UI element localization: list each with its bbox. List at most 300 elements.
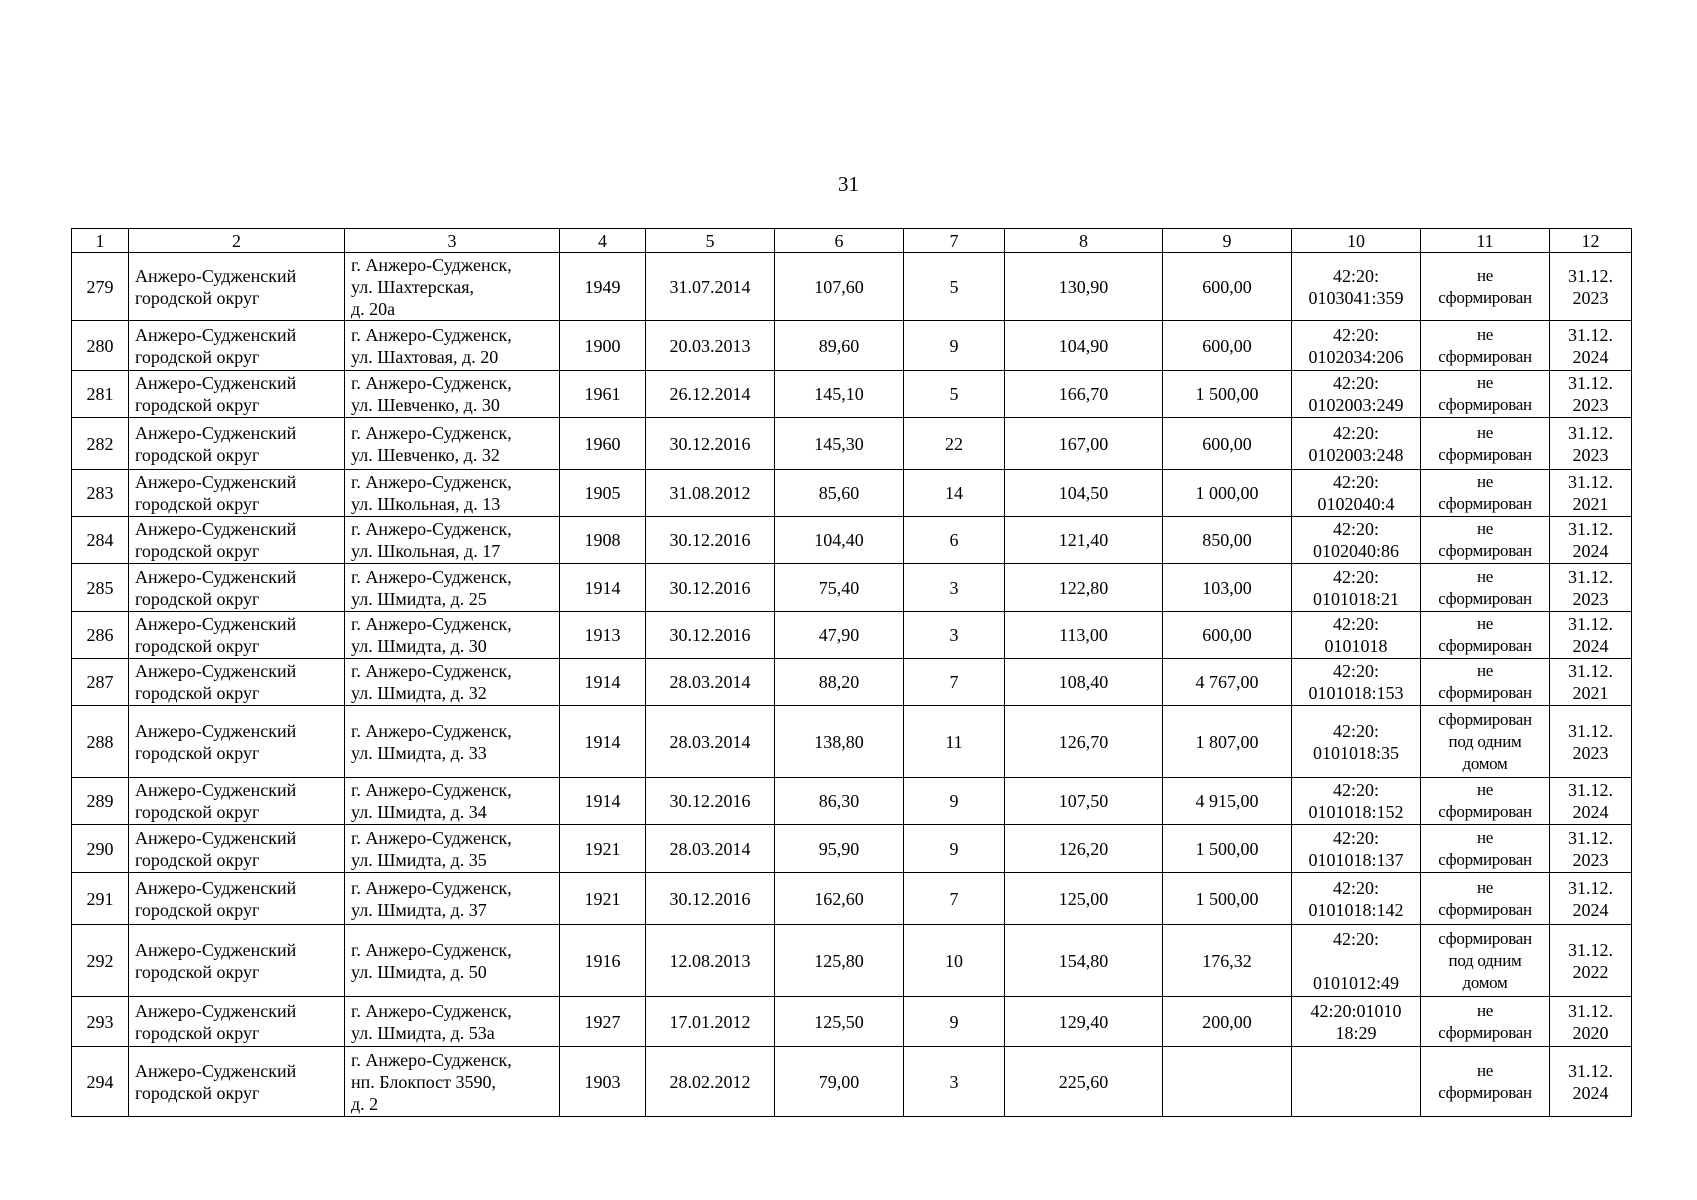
deadline-cell [1550, 321, 1632, 371]
cadastral-number-cell-line: 0103041:359 [1308, 287, 1404, 308]
column-header-3: 3 [345, 229, 560, 253]
row-number-cell: 292 [72, 925, 129, 997]
address-cell-line: д. 2 [351, 1093, 379, 1114]
municipality-cell-line: Анжеро-Судженский [135, 827, 297, 848]
cadastral-number-cell-line: 0101018:142 [1308, 899, 1404, 920]
address-cell-line: г. Анжеро-Судженск, [351, 472, 512, 492]
row-number-cell: 294 [72, 1047, 129, 1117]
municipality-cell [129, 706, 345, 778]
date-cell: 12.08.2013 [646, 925, 775, 997]
land-status-cell-line: не [1476, 422, 1494, 442]
column-header-1: 1 [72, 229, 129, 253]
deadline-cell [1550, 659, 1632, 706]
date-cell: 30.12.2016 [646, 517, 775, 564]
municipality-cell [129, 371, 345, 418]
year-built-cell: 1927 [560, 997, 646, 1047]
date-cell: 17.01.2012 [646, 997, 775, 1047]
address-cell-line: г. Анжеро-Судженск, [351, 877, 512, 898]
housing-registry-table [71, 228, 1632, 1117]
date-cell: 31.08.2012 [646, 470, 775, 517]
municipality-cell-line: Анжеро-Судженский [135, 519, 297, 539]
total-area-cell: 126,20 [1005, 825, 1163, 873]
address-cell [345, 873, 560, 925]
address-cell [345, 825, 560, 873]
row-number-cell: 281 [72, 371, 129, 418]
cadastral-number-cell-line: 0101018:152 [1308, 802, 1404, 822]
deadline-cell-line: 31.12. [1568, 472, 1613, 492]
land-status-cell [1421, 321, 1550, 371]
municipality-cell-line: городской округ [135, 541, 260, 561]
column-header-4: 4 [560, 229, 646, 253]
land-status-cell-line: сформирован [1438, 928, 1532, 948]
residents-cell: 9 [904, 321, 1005, 371]
cadastral-number-cell-line: 42:20: [1332, 422, 1379, 443]
deadline-cell-line: 2023 [1572, 588, 1609, 609]
year-built-cell: 1914 [560, 659, 646, 706]
land-status-cell-line: сформирован [1438, 1082, 1532, 1102]
municipality-cell-line: городской округ [135, 683, 260, 703]
municipality-cell-line: городской округ [135, 899, 260, 920]
address-cell [345, 371, 560, 418]
land-status-cell-line: не [1476, 265, 1494, 285]
municipality-cell [129, 612, 345, 659]
total-area-cell: 225,60 [1005, 1047, 1163, 1117]
municipality-cell-line: городской округ [135, 588, 260, 609]
total-area-cell: 122,80 [1005, 564, 1163, 612]
land-status-cell [1421, 997, 1550, 1047]
land-status-cell [1421, 925, 1550, 997]
land-area-cell: 600,00 [1163, 612, 1292, 659]
total-area-cell: 130,90 [1005, 253, 1163, 321]
total-area-cell: 154,80 [1005, 925, 1163, 997]
address-cell-line: г. Анжеро-Судженск, [351, 373, 512, 393]
municipality-cell [129, 517, 345, 564]
total-area-cell: 104,50 [1005, 470, 1163, 517]
residents-cell: 5 [904, 253, 1005, 321]
deadline-cell-line: 2023 [1572, 849, 1609, 870]
area-cell: 145,10 [775, 371, 904, 418]
area-cell: 47,90 [775, 612, 904, 659]
municipality-cell-line: городской округ [135, 742, 260, 763]
deadline-cell [1550, 564, 1632, 612]
land-area-cell: 1 500,00 [1163, 371, 1292, 418]
total-area-cell: 167,00 [1005, 418, 1163, 470]
municipality-cell [129, 778, 345, 825]
land-status-cell [1421, 470, 1550, 517]
address-cell [345, 659, 560, 706]
residents-cell: 11 [904, 706, 1005, 778]
total-area-cell: 129,40 [1005, 997, 1163, 1047]
date-cell: 31.07.2014 [646, 253, 775, 321]
address-cell-line: ул. Школьная, д. 13 [351, 494, 501, 514]
deadline-cell-line: 31.12. [1568, 877, 1613, 898]
deadline-cell-line: 2024 [1572, 802, 1609, 822]
land-status-cell [1421, 612, 1550, 659]
land-status-cell-line: сформирован [1438, 1022, 1532, 1042]
municipality-cell-line: городской округ [135, 287, 260, 308]
cadastral-number-cell [1292, 564, 1421, 612]
residents-cell: 7 [904, 873, 1005, 925]
cadastral-number-cell-line: 42:20:01010 [1310, 1000, 1402, 1021]
municipality-cell [129, 418, 345, 470]
address-cell-line: ул. Шмидта, д. 30 [351, 636, 487, 656]
address-cell [345, 1047, 560, 1117]
cadastral-number-cell [1292, 778, 1421, 825]
land-status-cell [1421, 825, 1550, 873]
table-header [72, 229, 1632, 253]
land-status-cell-line: не [1476, 877, 1494, 897]
residents-cell: 14 [904, 470, 1005, 517]
cadastral-number-cell [1292, 371, 1421, 418]
area-cell: 86,30 [775, 778, 904, 825]
land-status-cell-line: сформирован [1438, 636, 1532, 655]
land-status-cell-line: сформирован [1438, 395, 1532, 414]
land-area-cell: 1 500,00 [1163, 873, 1292, 925]
land-status-cell [1421, 778, 1550, 825]
land-area-cell: 4 767,00 [1163, 659, 1292, 706]
total-area-cell: 125,00 [1005, 873, 1163, 925]
deadline-cell-line: 31.12. [1568, 720, 1613, 741]
address-cell-line: г. Анжеро-Судженск, [351, 519, 512, 539]
land-status-cell-line: под одним [1448, 950, 1522, 970]
land-status-cell [1421, 418, 1550, 470]
land-area-cell: 600,00 [1163, 418, 1292, 470]
year-built-cell: 1905 [560, 470, 646, 517]
residents-cell: 9 [904, 778, 1005, 825]
land-status-cell-line: не [1476, 472, 1494, 491]
cadastral-number-cell [1292, 925, 1421, 997]
column-header-2: 2 [129, 229, 345, 253]
year-built-cell: 1903 [560, 1047, 646, 1117]
table-row [72, 706, 1632, 778]
municipality-cell-line: Анжеро-Судженский [135, 265, 297, 286]
deadline-cell-line: 2022 [1572, 961, 1609, 982]
date-cell: 30.12.2016 [646, 873, 775, 925]
deadline-cell [1550, 825, 1632, 873]
land-status-cell [1421, 659, 1550, 706]
cadastral-number-cell-line: 42:20: [1332, 720, 1379, 741]
municipality-cell-line: Анжеро-Судженский [135, 373, 297, 393]
land-status-cell-line: не [1476, 780, 1494, 799]
land-status-cell-line: сформирован [1438, 683, 1532, 702]
land-status-cell-line: не [1476, 1000, 1494, 1020]
deadline-cell-line: 2021 [1572, 494, 1609, 514]
land-status-cell-line: не [1476, 1060, 1494, 1080]
municipality-cell-line: Анжеро-Судженский [135, 422, 297, 443]
deadline-cell-line: 2021 [1572, 683, 1609, 703]
deadline-cell-line: 2024 [1572, 1082, 1609, 1103]
page-number: 31 [838, 172, 859, 196]
address-cell-line: ул. Шмидта, д. 50 [351, 961, 487, 982]
municipality-cell [129, 873, 345, 925]
municipality-cell [129, 997, 345, 1047]
address-cell-line: г. Анжеро-Судженск, [351, 324, 512, 345]
residents-cell: 5 [904, 371, 1005, 418]
land-area-cell: 850,00 [1163, 517, 1292, 564]
residents-cell: 22 [904, 418, 1005, 470]
deadline-cell-line: 2024 [1572, 899, 1609, 920]
cadastral-number-cell-line: 0101018:35 [1312, 742, 1399, 763]
row-number-cell: 284 [72, 517, 129, 564]
date-cell: 26.12.2014 [646, 371, 775, 418]
date-cell: 28.03.2014 [646, 706, 775, 778]
cadastral-number-cell-line: 0102034:206 [1308, 346, 1404, 367]
municipality-cell [129, 321, 345, 371]
year-built-cell: 1914 [560, 778, 646, 825]
total-area-cell: 108,40 [1005, 659, 1163, 706]
deadline-cell [1550, 371, 1632, 418]
deadline-cell-line: 31.12. [1568, 827, 1613, 848]
cadastral-number-cell-line: 0101018:137 [1308, 849, 1404, 870]
municipality-cell [129, 659, 345, 706]
area-cell: 75,40 [775, 564, 904, 612]
land-status-cell [1421, 517, 1550, 564]
land-status-cell [1421, 1047, 1550, 1117]
municipality-cell-line: Анжеро-Судженский [135, 1000, 297, 1021]
municipality-cell-line: Анжеро-Судженский [135, 877, 297, 898]
land-status-cell-line: сформирован [1438, 444, 1532, 464]
row-number-cell: 293 [72, 997, 129, 1047]
municipality-cell-line: городской округ [135, 444, 260, 465]
deadline-cell [1550, 706, 1632, 778]
cadastral-number-cell-line: 42:20: [1332, 566, 1379, 587]
address-cell [345, 564, 560, 612]
deadline-cell-line: 2024 [1572, 541, 1609, 561]
date-cell: 28.03.2014 [646, 825, 775, 873]
cadastral-number-cell-line [1298, 950, 1414, 972]
residents-cell: 9 [904, 825, 1005, 873]
cadastral-number-cell [1292, 825, 1421, 873]
address-cell [345, 470, 560, 517]
table-row [72, 321, 1632, 371]
cadastral-number-cell-line: 42:20: [1332, 780, 1379, 800]
area-cell: 145,30 [775, 418, 904, 470]
address-cell-line: ул. Шевченко, д. 32 [351, 444, 500, 465]
cadastral-number-cell-line: 42:20: [1332, 827, 1379, 848]
address-cell [345, 778, 560, 825]
deadline-cell [1550, 470, 1632, 517]
table-body [72, 253, 1632, 1117]
address-cell [345, 253, 560, 321]
municipality-cell-line: Анжеро-Судженский [135, 566, 297, 587]
column-header-9: 9 [1163, 229, 1292, 253]
deadline-cell [1550, 873, 1632, 925]
area-cell: 88,20 [775, 659, 904, 706]
deadline-cell-line: 31.12. [1568, 661, 1613, 681]
cadastral-number-cell [1292, 321, 1421, 371]
row-number-cell: 289 [72, 778, 129, 825]
cadastral-number-cell-line: 0102003:248 [1308, 444, 1404, 465]
land-area-cell: 1 500,00 [1163, 825, 1292, 873]
cadastral-number-cell [1292, 1047, 1421, 1117]
column-header-8: 8 [1005, 229, 1163, 253]
deadline-cell-line: 31.12. [1568, 614, 1613, 634]
date-cell: 28.03.2014 [646, 659, 775, 706]
land-area-cell: 1 807,00 [1163, 706, 1292, 778]
cadastral-number-cell-line: 42:20: [1332, 928, 1379, 949]
year-built-cell: 1914 [560, 706, 646, 778]
area-cell: 79,00 [775, 1047, 904, 1117]
land-status-cell-line: сформирован [1438, 588, 1532, 608]
address-cell [345, 418, 560, 470]
land-area-cell: 600,00 [1163, 321, 1292, 371]
land-status-cell-line: сформирован [1438, 287, 1532, 307]
address-cell-line: ул. Шмидта, д. 34 [351, 802, 487, 822]
municipality-cell-line: Анжеро-Судженский [135, 720, 297, 741]
total-area-cell: 166,70 [1005, 371, 1163, 418]
table-row [72, 371, 1632, 418]
column-header-11: 11 [1421, 229, 1550, 253]
deadline-cell-line: 31.12. [1568, 324, 1613, 345]
municipality-cell-line: Анжеро-Судженский [135, 472, 297, 492]
land-area-cell: 200,00 [1163, 997, 1292, 1047]
municipality-cell [129, 470, 345, 517]
table-row [72, 470, 1632, 517]
cadastral-number-cell-line: 0101018:21 [1312, 588, 1399, 609]
land-status-cell-line: не [1476, 661, 1494, 680]
residents-cell: 3 [904, 564, 1005, 612]
land-status-cell-line: сформирован [1438, 494, 1532, 513]
row-number-cell: 282 [72, 418, 129, 470]
area-cell: 162,60 [775, 873, 904, 925]
land-area-cell: 103,00 [1163, 564, 1292, 612]
land-status-cell-line: сформирован [1438, 802, 1532, 821]
cadastral-number-cell-line: 0102003:249 [1308, 395, 1404, 415]
land-status-cell-line: сформирован [1438, 899, 1532, 919]
area-cell: 107,60 [775, 253, 904, 321]
deadline-cell-line: 2023 [1572, 742, 1609, 763]
year-built-cell: 1961 [560, 371, 646, 418]
land-area-cell: 176,32 [1163, 925, 1292, 997]
municipality-cell-line: Анжеро-Судженский [135, 780, 297, 800]
cadastral-number-cell [1292, 873, 1421, 925]
land-status-cell-line: не [1476, 373, 1494, 392]
municipality-cell-line: Анжеро-Судженский [135, 939, 297, 960]
cadastral-number-cell [1292, 418, 1421, 470]
cadastral-number-cell [1292, 253, 1421, 321]
table-row [72, 873, 1632, 925]
deadline-cell [1550, 1047, 1632, 1117]
municipality-cell-line: городской округ [135, 961, 260, 982]
municipality-cell-line: городской округ [135, 849, 260, 870]
year-built-cell: 1916 [560, 925, 646, 997]
address-cell-line: г. Анжеро-Судженск, [351, 1000, 512, 1021]
municipality-cell [129, 825, 345, 873]
address-cell [345, 925, 560, 997]
address-cell [345, 997, 560, 1047]
deadline-cell-line: 31.12. [1568, 265, 1613, 286]
address-cell-line: ул. Шевченко, д. 30 [351, 395, 500, 415]
land-status-cell [1421, 706, 1550, 778]
area-cell: 95,90 [775, 825, 904, 873]
land-status-cell-line: не [1476, 827, 1494, 847]
deadline-cell [1550, 997, 1632, 1047]
deadline-cell-line: 31.12. [1568, 780, 1613, 800]
residents-cell: 6 [904, 517, 1005, 564]
date-cell: 30.12.2016 [646, 778, 775, 825]
address-cell-line: г. Анжеро-Судженск, [351, 780, 512, 800]
address-cell-line: ул. Школьная, д. 17 [351, 541, 501, 561]
land-area-cell: 4 915,00 [1163, 778, 1292, 825]
deadline-cell-line: 31.12. [1568, 422, 1613, 443]
residents-cell: 10 [904, 925, 1005, 997]
deadline-cell [1550, 418, 1632, 470]
deadline-cell-line: 31.12. [1568, 1000, 1613, 1021]
deadline-cell [1550, 925, 1632, 997]
municipality-cell-line: городской округ [135, 802, 260, 822]
land-status-cell [1421, 371, 1550, 418]
cadastral-number-cell [1292, 470, 1421, 517]
municipality-cell-line: городской округ [135, 346, 260, 367]
land-area-cell: 1 000,00 [1163, 470, 1292, 517]
cadastral-number-cell [1292, 612, 1421, 659]
deadline-cell-line: 31.12. [1568, 939, 1613, 960]
land-area-cell [1163, 1047, 1292, 1117]
deadline-cell [1550, 612, 1632, 659]
deadline-cell-line: 31.12. [1568, 519, 1613, 539]
land-status-cell [1421, 253, 1550, 321]
residents-cell: 7 [904, 659, 1005, 706]
municipality-cell-line: городской округ [135, 1082, 260, 1103]
table-row [72, 517, 1632, 564]
land-status-cell-line: не [1476, 614, 1494, 633]
land-status-cell-line: не [1476, 519, 1494, 538]
land-status-cell-line: домом [1462, 972, 1508, 992]
total-area-cell: 126,70 [1005, 706, 1163, 778]
cadastral-number-cell-line: 42:20: [1332, 661, 1379, 681]
row-number-cell: 283 [72, 470, 129, 517]
land-status-cell [1421, 873, 1550, 925]
municipality-cell-line: городской округ [135, 494, 260, 514]
date-cell: 30.12.2016 [646, 564, 775, 612]
cadastral-number-cell-line: 42:20: [1332, 877, 1379, 898]
table-row [72, 825, 1632, 873]
deadline-cell-line: 2024 [1572, 636, 1609, 656]
cadastral-number-cell [1292, 997, 1421, 1047]
deadline-cell-line: 2023 [1572, 287, 1609, 308]
address-cell [345, 706, 560, 778]
municipality-cell-line: Анжеро-Судженский [135, 614, 297, 634]
municipality-cell-line: городской округ [135, 1022, 260, 1043]
table-row [72, 659, 1632, 706]
area-cell: 89,60 [775, 321, 904, 371]
year-built-cell: 1914 [560, 564, 646, 612]
cadastral-number-cell [1292, 706, 1421, 778]
deadline-cell-line: 31.12. [1568, 1060, 1613, 1081]
row-number-cell: 279 [72, 253, 129, 321]
land-status-cell-line: не [1476, 324, 1494, 344]
cadastral-number-cell [1292, 517, 1421, 564]
row-number-cell: 291 [72, 873, 129, 925]
address-cell [345, 612, 560, 659]
cadastral-number-cell-line: 0101012:49 [1312, 972, 1399, 993]
column-header-6: 6 [775, 229, 904, 253]
municipality-cell-line: Анжеро-Судженский [135, 661, 297, 681]
cadastral-number-cell-line: 0102040:86 [1312, 541, 1399, 561]
date-cell: 30.12.2016 [646, 418, 775, 470]
cadastral-number-cell-line: 0101018:153 [1308, 683, 1404, 703]
table-row [72, 253, 1632, 321]
year-built-cell: 1921 [560, 873, 646, 925]
deadline-cell [1550, 253, 1632, 321]
address-cell-line: г. Анжеро-Судженск, [351, 939, 512, 960]
cadastral-number-cell [1292, 659, 1421, 706]
column-header-7: 7 [904, 229, 1005, 253]
year-built-cell: 1913 [560, 612, 646, 659]
row-number-cell: 288 [72, 706, 129, 778]
address-cell-line: ул. Шмидта, д. 25 [351, 588, 487, 609]
residents-cell: 9 [904, 997, 1005, 1047]
